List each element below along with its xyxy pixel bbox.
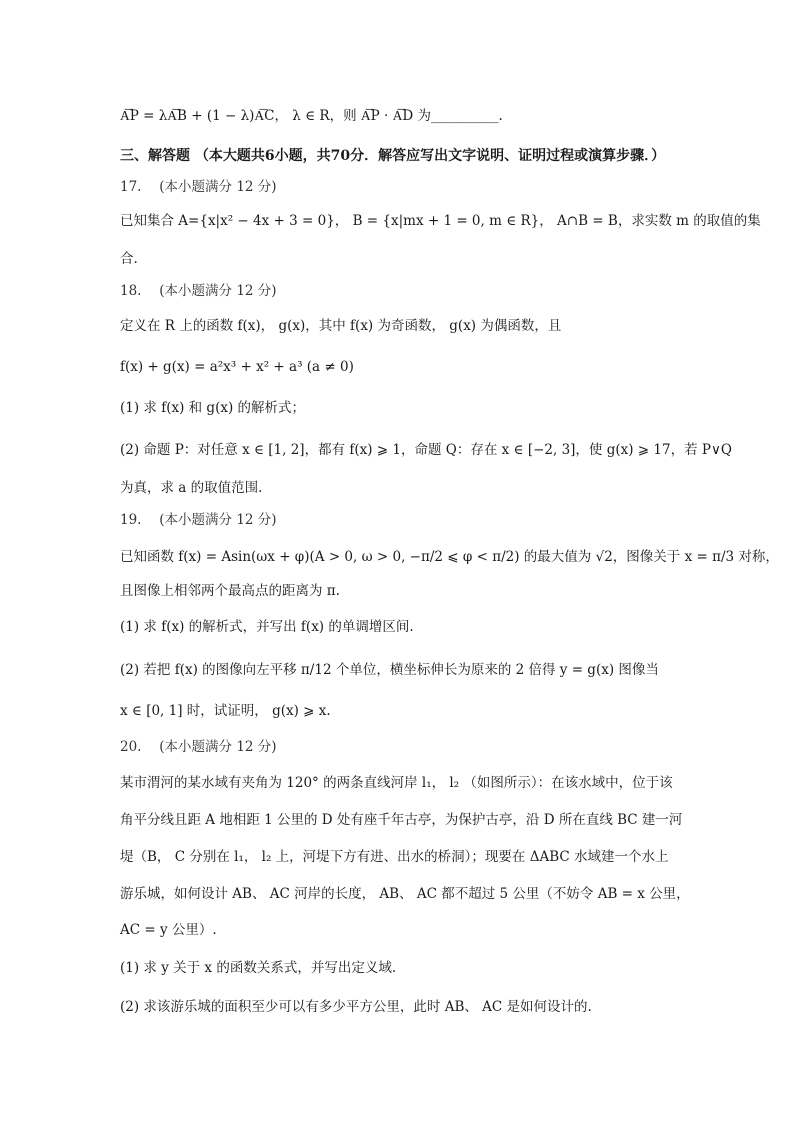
problem-18-equation: f(x) + g(x) = a²x³ + x² + a³ (a ≠ 0): [120, 359, 354, 375]
problem-20-text-4: 游乐城，如何设计 AB、 AC 河岸的长度， AB、 AC 都不超过 5 公里（不妨令 AB = x 公里，: [120, 886, 690, 902]
problem-19-part-2-cont: x ∈ [0, 1] 时，试证明， g(x) ⩾ x.: [120, 703, 331, 719]
problem-19-text: 已知函数 f(x) = Asin(ωx + φ)(A > 0, ω > 0, −π/2 ⩽ φ < π/2) 的最大值为 √2，图像关于 x = π/3 对称，: [120, 549, 779, 565]
problem-17-header: 17. (本小题满分 12 分): [120, 179, 277, 195]
problem-18-header: 18. (本小题满分 12 分): [120, 283, 277, 299]
problem-18-part-2: (2) 命题 P：对任意 x ∈ [1, 2]，都有 f(x) ⩾ 1，命题 Q：存在 x ∈ [−2, 3]，使 g(x) ⩾ 17，若 P∨Q: [120, 442, 732, 458]
problem-19-header: 19. (本小题满分 12 分): [120, 512, 277, 528]
problem-18-part-2-cont: 为真，求 a 的取值范围.: [120, 480, 263, 496]
problem-20-text-1: 某市渭河的某水域有夹角为 120° 的两条直线河岸 l₁， l₂ （如图所示）：在该水域中，位于该: [120, 775, 673, 791]
problem-20-text-3: 堤（B， C 分别在 l₁， l₂ 上，河堤下方有进、出水的桥洞）；现要在 ΔABC 水域建一个水上: [120, 849, 669, 865]
problem-19-text-cont: 且图像上相邻两个最高点的距离为 π.: [120, 583, 340, 599]
problem-19-part-1: (1) 求 f(x) 的解析式，并写出 f(x) 的单调增区间.: [120, 619, 414, 635]
problem-20-text-2: 角平分线且距 A 地相距 1 公里的 D 处有座千年古亭，为保护古亭，沿 D 所在直线 BC 建一河: [120, 812, 683, 828]
problem-17-text: 已知集合 A={x|x² − 4x + 3 = 0}， B = {x|mx + 1 = 0, m ∈ R}， A∩B = B，求实数 m 的取值的集: [120, 213, 761, 229]
problem-19-part-2: (2) 若把 f(x) 的图像向左平移 π/12 个单位，横坐标伸长为原来的 2 倍得 y = g(x) 图像当: [120, 662, 659, 678]
problem-18-part-1: (1) 求 f(x) 和 g(x) 的解析式；: [120, 400, 306, 416]
problem-18-text: 定义在 R 上的函数 f(x)， g(x)，其中 f(x) 为奇函数， g(x) 为偶函数，且: [120, 318, 562, 334]
problem-20-text-5: AC = y 公里）.: [120, 922, 217, 938]
problem-20-part-2: (2) 求该游乐城的面积至少可以有多少平方公里，此时 AB、 AC 是如何设计的.: [120, 999, 592, 1015]
section-title: 三、解答题 （本大题共6小题，共70分．解答应写出文字说明、证明过程或演算步骤．）: [120, 148, 666, 164]
problem-20-header: 20. (本小题满分 12 分): [120, 739, 277, 755]
problem-16-tail: A͞P = λA͞B + (1 − λ)A͞C， λ ∈ R，则 A͞P · A͞D 为__________.: [120, 108, 503, 124]
problem-20-part-1: (1) 求 y 关于 x 的函数关系式，并写出定义域.: [120, 960, 397, 976]
problem-17-text-cont: 合.: [120, 251, 138, 267]
